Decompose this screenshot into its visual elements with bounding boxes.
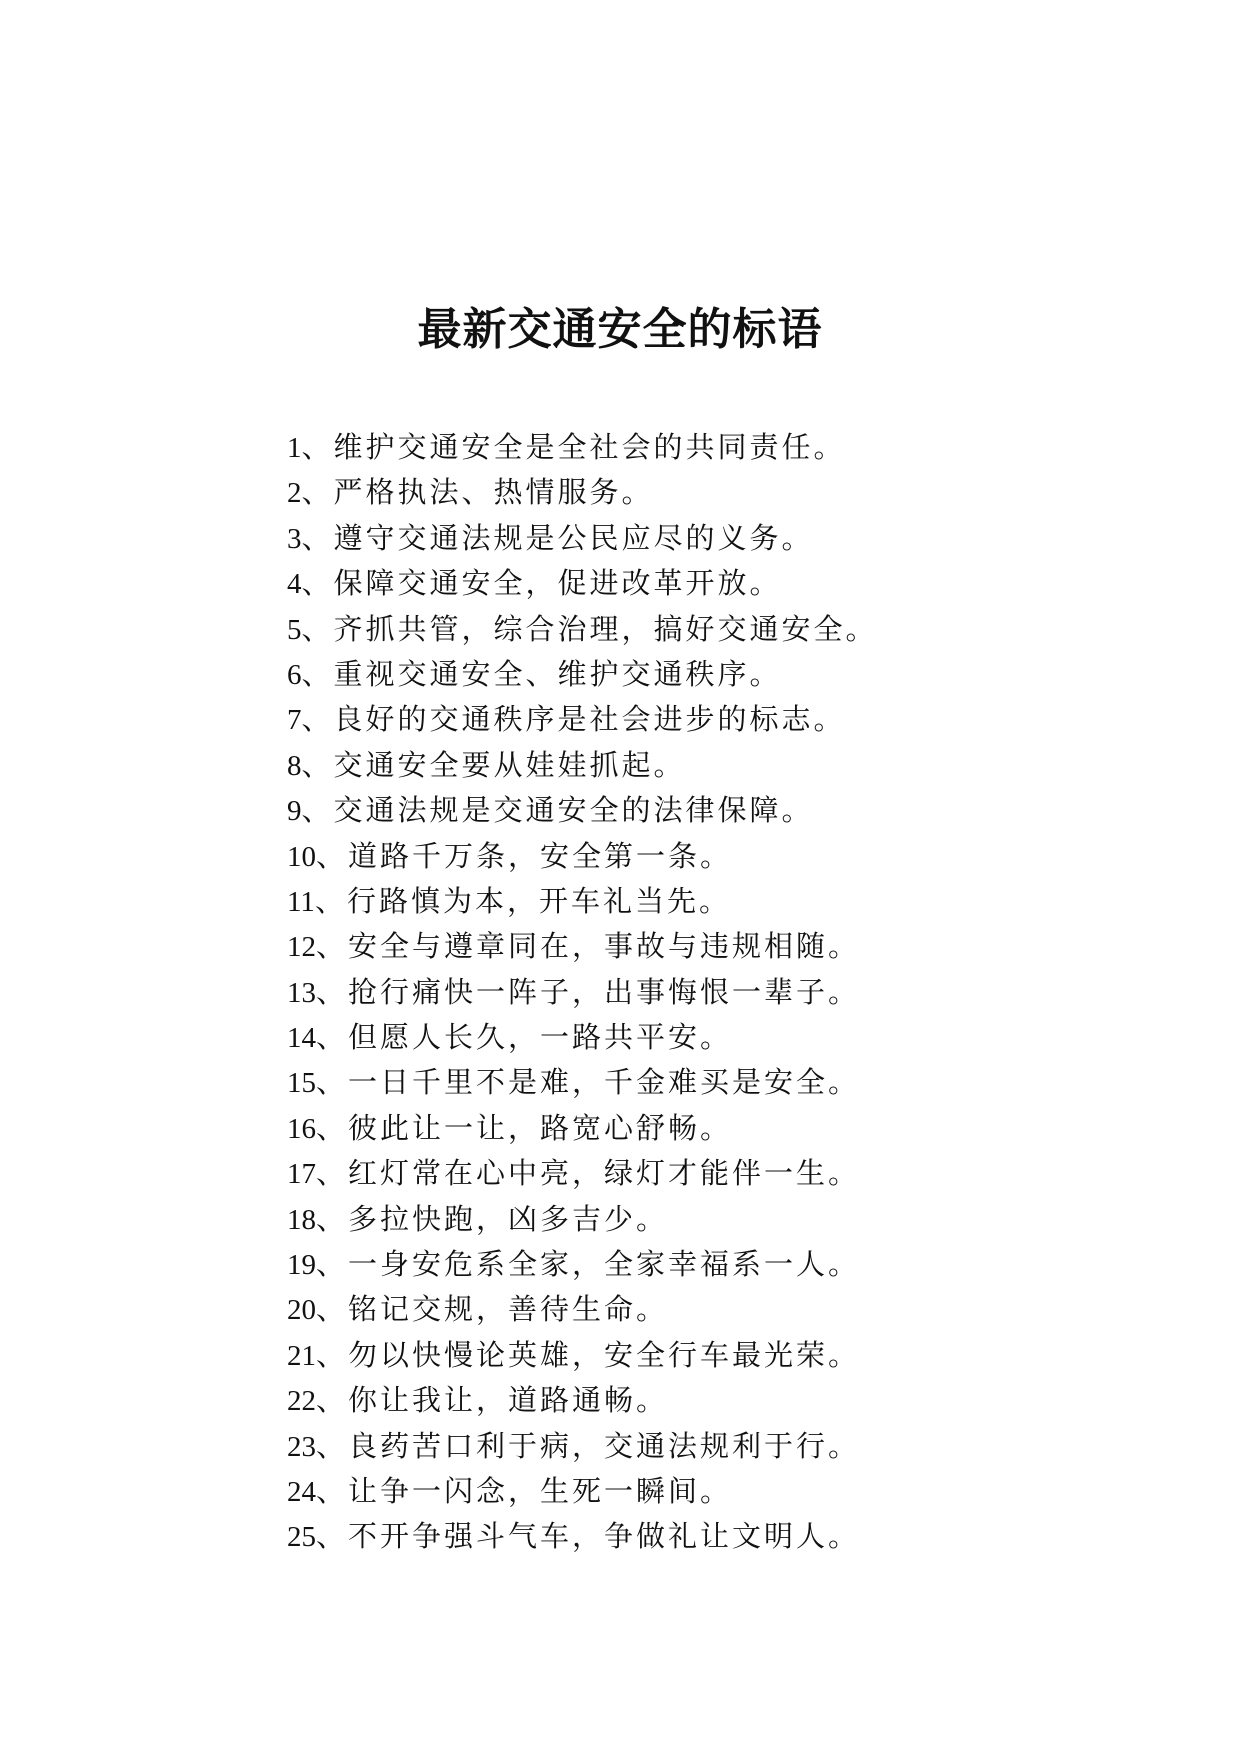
list-item (287, 1151, 878, 1196)
slogan-number: 1 (287, 432, 302, 464)
slogan-number: 21 (287, 1339, 316, 1372)
slogan-text: 、红灯常在心中亮，绿灯才能伴一生。 (316, 1156, 861, 1191)
slogan-text: 、一日千里不是难，千金难买是安全。 (316, 1065, 861, 1100)
list-item (287, 788, 878, 833)
list-item (287, 1287, 878, 1332)
slogan-text: 、严格执法、热情服务。 (301, 475, 654, 510)
slogan-text: 、齐抓共管，综合治理，搞好交通安全。 (301, 611, 878, 646)
list-item (287, 561, 878, 606)
list-item (287, 743, 878, 788)
slogan-number: 20 (287, 1294, 316, 1327)
list-item (287, 697, 878, 742)
slogan-text: 、你让我让，道路通畅。 (316, 1383, 669, 1418)
slogan-text: 、抢行痛快一阵子，出事悔恨一辈子。 (316, 974, 861, 1009)
list-item (287, 1469, 878, 1514)
list-item (287, 470, 878, 515)
list-item (287, 879, 878, 924)
slogan-number: 25 (287, 1521, 316, 1554)
slogan-text: 、良药苦口利于病，交通法规利于行。 (316, 1428, 861, 1463)
slogan-text: 、安全与遵章同在，事故与违规相随。 (316, 929, 861, 964)
slogan-number: 2 (287, 477, 302, 510)
slogan-text: 、多拉快跑，凶多吉少。 (316, 1201, 669, 1236)
slogan-text: 、良好的交通秩序是社会进步的标志。 (301, 702, 846, 737)
list-item (287, 1514, 878, 1559)
slogan-text: 、交通安全要从娃娃抓起。 (301, 747, 686, 782)
slogan-number: 23 (287, 1430, 316, 1463)
slogan-text: 、一身安危系全家，全家幸福系一人。 (316, 1247, 861, 1282)
page-title: 最新交通安全的标语 (417, 304, 823, 355)
slogan-number: 13 (287, 976, 316, 1009)
list-item (287, 652, 878, 697)
slogan-number: 16 (287, 1112, 316, 1145)
slogan-number: 4 (287, 568, 302, 601)
slogan-text: 、让争一闪念，生死一瞬间。 (316, 1473, 733, 1508)
slogan-text: 、铭记交规，善待生命。 (316, 1292, 669, 1327)
list-item (287, 1378, 878, 1423)
list-item (287, 1197, 878, 1242)
slogan-number: 12 (287, 931, 316, 964)
slogan-number: 14 (287, 1022, 316, 1055)
list-item (287, 607, 878, 652)
slogan-number: 3 (287, 522, 302, 555)
slogan-number: 17 (287, 1158, 316, 1191)
slogan-number: 22 (287, 1385, 316, 1418)
list-item (287, 1106, 878, 1151)
list-item (287, 1333, 878, 1378)
list-item (287, 425, 878, 470)
slogan-number: 15 (287, 1067, 316, 1100)
slogan-number: 18 (287, 1203, 316, 1236)
slogan-text: 、不开争强斗气车，争做礼让文明人。 (316, 1519, 861, 1554)
list-item (287, 516, 878, 561)
slogan-text: 、彼此让一让，路宽心舒畅。 (316, 1110, 733, 1145)
slogan-number: 24 (287, 1475, 316, 1508)
slogan-number: 5 (287, 613, 302, 646)
slogan-text: 、维护交通安全是全社会的共同责任。 (301, 430, 846, 464)
slogan-number: 7 (287, 704, 302, 737)
list-item (287, 924, 878, 969)
list-item (287, 834, 878, 879)
slogan-number: 19 (287, 1249, 316, 1282)
slogan-text: 、道路千万条，安全第一条。 (316, 838, 733, 873)
slogan-text: 、保障交通安全，促进改革开放。 (301, 566, 782, 601)
list-item (287, 1015, 878, 1060)
list-item (287, 970, 878, 1015)
slogan-text: 、重视交通安全、维护交通秩序。 (301, 656, 782, 691)
slogan-list (287, 425, 878, 1560)
slogan-text: 、勿以快慢论英雄，安全行车最光荣。 (316, 1337, 861, 1372)
slogan-number: 8 (287, 749, 302, 782)
list-item (287, 1424, 878, 1469)
slogan-text: 、遵守交通法规是公民应尽的义务。 (301, 520, 814, 555)
slogan-number: 10 (287, 840, 316, 873)
slogan-number: 6 (287, 658, 302, 691)
slogan-text: 、但愿人长久，一路共平安。 (316, 1020, 733, 1055)
slogan-number: 11 (287, 885, 315, 918)
list-item (287, 1242, 878, 1287)
list-item (287, 1060, 878, 1105)
slogan-text: 、行路慎为本，开车礼当先。 (314, 883, 731, 918)
slogan-number: 9 (287, 795, 302, 828)
slogan-text: 、交通法规是交通安全的法律保障。 (301, 793, 814, 828)
